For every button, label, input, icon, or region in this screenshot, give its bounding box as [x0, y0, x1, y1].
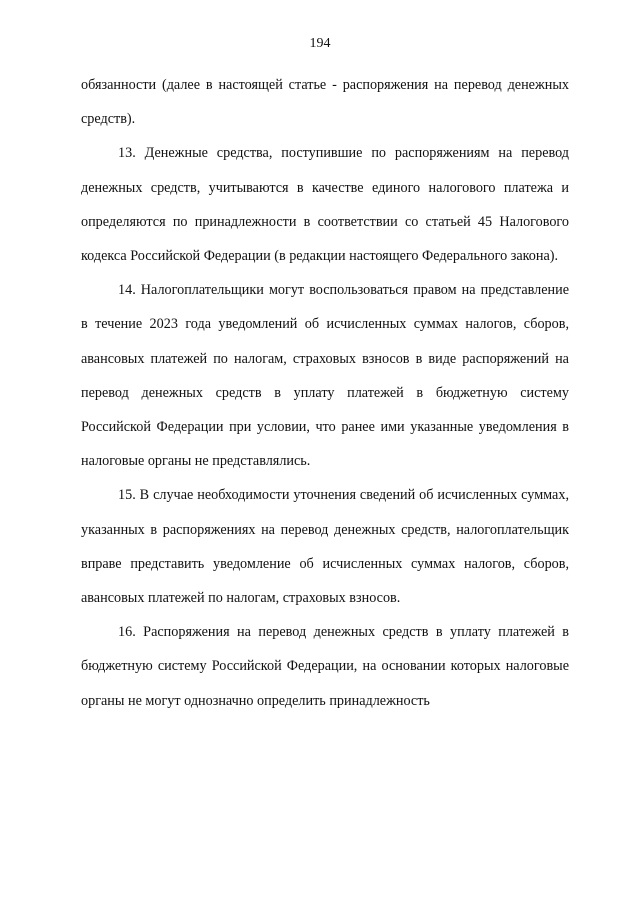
paragraph-14: 14. Налогоплательщики могут воспользоваться правом на представление в течение 2023 года уведомлений об исчисленных суммах налогов, сборов, авансовых платежей по налогам, страховых взносов в виде распоряжений на перевод денежных средств в уплату платежей в бюджетную систему Российской Федерации при условии, что ранее ими указанные уведомления в налоговые органы не представлялись.	[81, 282, 569, 470]
paragraph-15: 15. В случае необходимости уточнения сведений об исчисленных суммах, указанных в распоряжениях на перевод денежных средств, налогоплательщик вправе представить уведомление об исчисленных суммах налогов, сборов, авансовых платежей по налогам, страховых взносов.	[81, 487, 569, 607]
page-number: 194	[309, 36, 331, 51]
paragraph-continuation: обязанности (далее в настоящей статье - распоряжения на перевод денежных средств).	[81, 77, 569, 128]
document-body	[81, 68, 569, 718]
paragraph-16: 16. Распоряжения на перевод денежных средств в уплату платежей в бюджетную систему Российской Федерации, на основании которых налоговые органы не могут однозначно определить принадлежность	[81, 624, 569, 709]
paragraph-13: 13. Денежные средства, поступившие по распоряжениям на перевод денежных средств, учитываются в качестве единого налогового платежа и определяются по принадлежности в соответствии со статьей 45 Налогового кодекса Российской Федерации (в редакции настоящего Федерального закона).	[81, 145, 569, 265]
